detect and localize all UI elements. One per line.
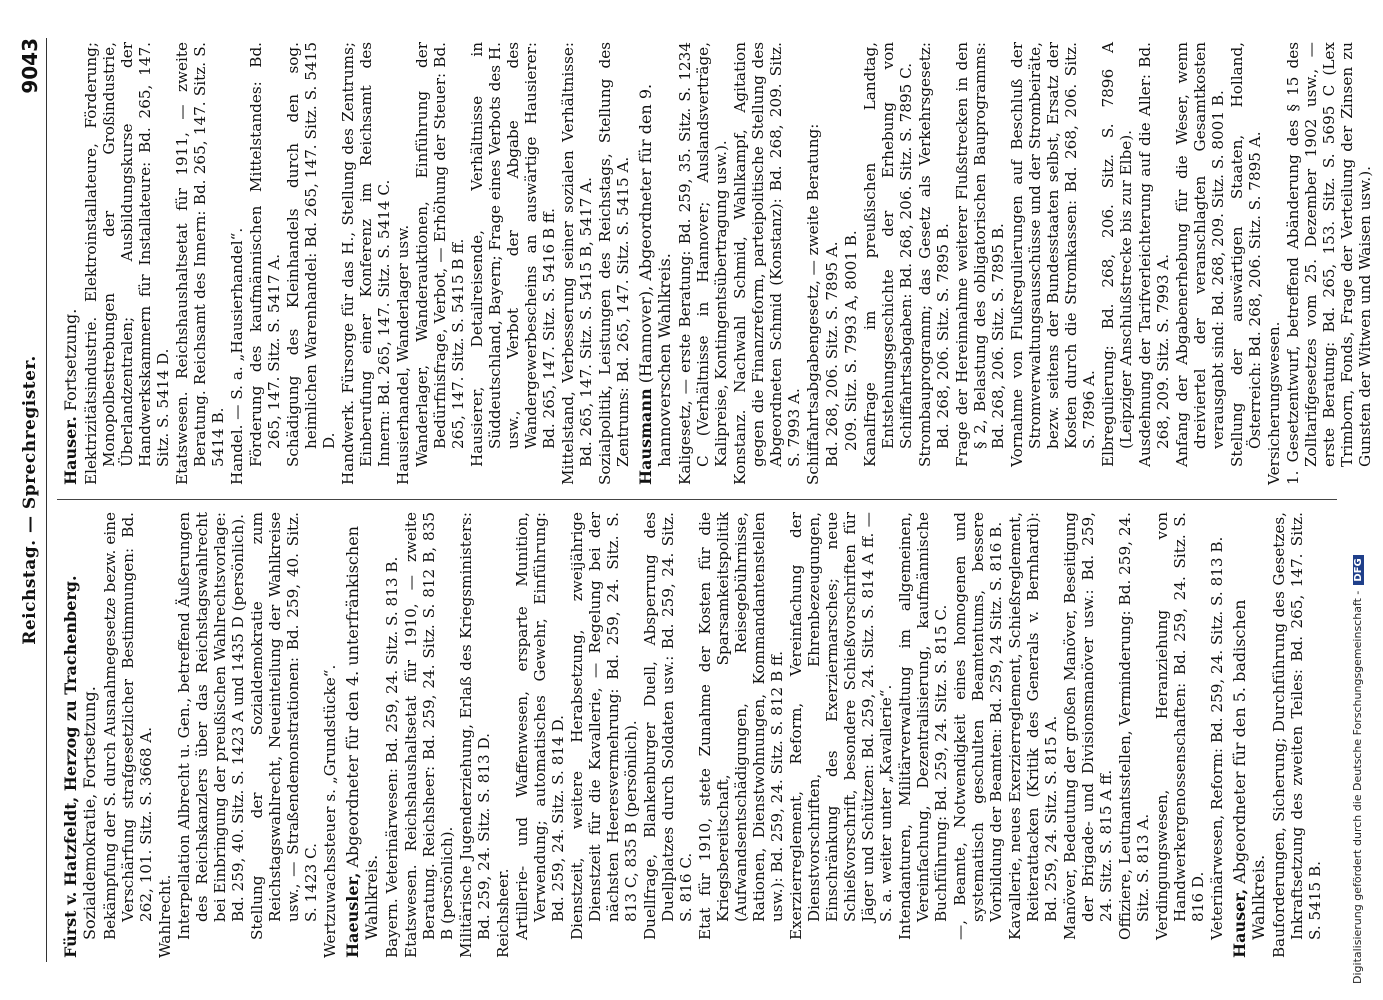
index-entry: Anfang der Abgabenerhebung für die Weser, wenn dreiviertel der veranschlagten Gesamtkosten verausgabt sind: Bd. 268, 209. Sitz. S. 8001 B.: [1173, 42, 1227, 467]
index-entry: Etat für 1910, stete Zunahme der Kosten für die Kriegsbereitschaft, Sparsamkeitspolitik (Aufwandsentschädigungen, Reisegebührnisse, Rationen, Dienstwohnungen, Kommandantenstellen usw.): Bd. 259, 24. Sitz. S. 812 B ff.: [696, 512, 786, 940]
index-entry: Hausierhandel, Wanderlager usw.: [394, 224, 412, 485]
index-entry: Handwerk. Fürsorge für das H., Stellung des Zentrums; Einberufung einer Konferenz im Reichsamt des Innern: Bd. 265, 147. Sitz. S. 5414 C.: [339, 42, 393, 485]
page-title: Reichstag. — Sprechregister.: [20, 355, 40, 645]
speaker-heading: [343, 512, 381, 958]
index-entry: Frage der Hereinnahme weiterer Flußstrecken in den § 2, Belastung des obligatorischen Bauprogramms: Bd. 268, 206. Sitz. S. 7895 B.: [953, 42, 1007, 467]
speaker-description: Abgeordneter für den 4. unterfränkischen Wahlkreis.: [343, 526, 381, 940]
index-entry: Ausdehnung der Tarifverleichterung auf die Aller: Bd. 268, 209. Sitz. S. 7993 A.: [1136, 42, 1172, 467]
index-entry: Förderung des kaufmännischen Mittelstandes: Bd. 265, 147. Sitz. S. 5417 A.: [247, 42, 283, 467]
index-entry: Verdingungswesen, Heranziehung von Handwerkergenossenschaften: Bd. 259, 24. Sitz. S. 816 D.: [1153, 512, 1207, 940]
index-entry: Elektrizitätsindustrie. Elektroinstallateure, Förderung; Monopolbestrebungen der Großindustrie, Überlandzentralen; Ausbildungskurse der Handwerkskammern für Installateure: Bd. 265, 147. Sitz. S. 5414 D.: [82, 42, 172, 485]
speaker-name: Hausmann: [636, 388, 655, 485]
index-entry: Schädigung des Kleinhandels durch den sog. heimlichen Warenhandel: Bd. 265, 147. Sitz. S. 5415 D.: [284, 42, 338, 467]
speaker-name: Haeusler,: [343, 872, 362, 958]
index-entry: Wahlrecht.: [156, 874, 174, 958]
digitization-text: Digitalisierung gefördert durch die Deutsche Forschungsgemeinschaft -: [1351, 590, 1364, 984]
speaker-description: Sozialdemokratie, Fortsetzung.: [80, 686, 99, 940]
index-entry: Offiziere, Leutnantsstellen, Verminderung: Bd. 259, 24. Sitz. S. 813 A.: [1116, 512, 1152, 940]
index-entry: Etatswesen. Reichshaushaltsetat für 1911, — zweite Beratung. Reichsamt des Innern: Bd. 265, 147. Sitz. S. 5414 B.: [173, 42, 227, 485]
index-entry: Interpellation Albrecht u. Gen., betreffend Äußerungen des Reichskanzlers über das Reichstagswahlrecht bei Einbringung der preußischen Wahlrechtsvorlage: Bd. 259, 40. Sitz. S. 1423 A und 1435 D (persönlich).: [175, 512, 247, 940]
speaker-name: Hauser,: [1230, 888, 1249, 958]
speaker-description: Abgeordneter für den 5. badischen Wahlkreis.: [1230, 599, 1268, 940]
speaker-heading: [61, 42, 80, 485]
index-entry: Manöver, Bedeutung der großen Manöver, Beseitigung der Brigade- und Divisionsmanöver usw.: Bd. 259, 24. Sitz. S. 815 A ff.: [1061, 512, 1115, 940]
index-entry: Sozialpolitik, Leistungen des Reichstags, Stellung des Zentrums: Bd. 265, 147. Sitz. S. 5415 A.: [596, 42, 632, 485]
index-entry: Bauforderungen, Sicherung; Durchführung des Gesetzes, Inkraftsetzung des zweiten Teiles: Bd. 265, 147. Sitz. S. 5415 B.: [1270, 512, 1324, 958]
index-entry: —, Beamte, Notwendigkeit eines homogenen und systematisch geschulten Beamtentums, bessere Vorbildung der Beamten: Bd. 259, 24 Sitz. S. 816 B.: [951, 512, 1005, 940]
left-column: [57, 500, 1337, 962]
index-entry: Dienstzeit, weitere Herabsetzung, zweijährige Dienstzeit für die Kavallerie, — Regelung bei der nächsten Heeresvermehrung: Bd. 259, 24. Sitz. S. 813 C, 835 B (persönlich).: [568, 512, 640, 940]
index-entry: Mittelstand, Verbesserung seiner sozialen Verhältnisse: Bd. 265, 147. Sitz. S. 5415 B, 5417 A.: [559, 42, 595, 485]
index-entry: Elbregulierung: Bd. 268, 206. Sitz. S. 7896 A (Leipziger Anschlußstrecke bis zur Elbe).: [1099, 42, 1135, 467]
running-head: [16, 38, 47, 962]
index-entry: Bekämpfung der S. durch Ausnahmegesetze bezw. eine Verschärfung strafgesetzlicher Bestimmungen: Bd. 262, 101. Sitz. S. 3668 A.: [101, 512, 155, 940]
index-entry: Bayern. Veterinärwesen: Bd. 259, 24. Sitz. S. 813 B.: [383, 556, 401, 958]
index-entry: Kaligesetz, — erste Beratung: Bd. 259, 35. Sitz. S. 1234 C (Verhältnisse in Hannover; Auslandsverträge, Kalipreise, Kontingentsübertragung usw.).: [676, 42, 730, 485]
speaker-heading: [636, 42, 674, 485]
index-entry: Stellung der Sozialdemokratie zum Reichstagswahlrecht, Neueinteilung der Wahlkreise usw., — Straßendemonstrationen: Bd. 259, 40. Sitz. S. 1423 C.: [248, 512, 320, 940]
index-entry: Reichsheer.: [494, 868, 512, 958]
index-entry: Duellfrage, Blankenburger Duell, Absperrung des Duellplatzes durch Soldaten usw.: Bd. 259, 24. Sitz. S. 816 C.: [641, 512, 695, 940]
index-entry: Stellung der auswärtigen Staaten, Holland, Österreich: Bd. 268, 206. Sitz. S. 7895 A.: [1228, 42, 1264, 467]
index-entry: 209. Sitz. S. 7993 A, 8001 B.: [842, 230, 860, 451]
speaker-heading: [61, 512, 99, 958]
index-entry: Strombauprogramm; das Gesetz als Verkehrsgesetz: Bd. 268, 206. Sitz. S. 7895 B.: [916, 42, 952, 467]
speaker-description: Fortsetzung.: [61, 308, 80, 417]
index-entry: Militärische Jugenderziehung, Erlaß des Kriegsministers: Bd. 259, 24. Sitz. S. 813 D.: [457, 512, 493, 958]
speaker-description: (Hannover), Abgeordneter für den 9. hannoverschen Wahlkreis.: [636, 83, 674, 467]
index-entry: Artillerie- und Waffenwesen, ersparte Munition, Verwendung; automatisches Gewehr, Einführung: Bd. 259, 24. Sitz. S. 814 D.: [513, 512, 567, 940]
index-entry: 1. Gesetzentwurf, betreffend Abänderung des § 15 des Zolltarifgesetzes vom 25. Dezember 1902 usw., — erste Beratung: Bd. 265, 153. Sitz. S. 5695 C (Lex Trimborn, Fonds, Frage der Verteilung der Zinsen zu Gunsten der Witwen und Waisen usw.).: [1284, 42, 1374, 485]
speaker-name: Hauser.: [61, 416, 80, 485]
index-entry: Vornahme von Flußregulierungen auf Beschluß der Stromverwaltungsausschüsse und der Strombeiräte, bezw. seitens der Bundesstaaten selbst, Ersatz der Kosten durch die Stromkassen: Bd. 268, 206. Sitz. S. 7896 A.: [1008, 42, 1098, 467]
index-entry: Kavallerie, neues Exerzierreglement, Schießreglement, Reiterattacken (Kritik des Generals v. Bernhardi): Bd. 259, 24. Sitz. S. 815 A.: [1006, 511, 1060, 940]
index-entry: Exerzierreglement, Reform, Vereinfachung der Dienstvorschriften, Ehrenbezeugungen, Einschränkung des Exerziermarsches; neue Schießvorschrift, besondere Schießvorschriften für Jäger und Schützen: Bd. 259, 24. Sitz. S. 814 A ff. — S. a. weiter unter „Kavallerie“.: [787, 512, 895, 940]
speaker-heading: [1230, 512, 1268, 958]
index-entry: Bd. 268, 206. Sitz. S. 7895 A.: [823, 241, 841, 467]
right-column: [57, 38, 1374, 500]
index-entry: Veterinärwesen, Reform: Bd. 259, 24. Sitz. S. 813 B.: [1208, 536, 1226, 940]
index-entry: Intendanturen, Militärverwaltung im allgemeinen, Vereinfachung, Dezentralisierung, kaufmännische Buchführung: Bd. 259, 24. Sitz. S. 815 C.: [896, 512, 950, 940]
index-entry: Wertzuwachssteuer s. „Grundstücke“.: [321, 664, 339, 958]
dfg-logo: DFG: [1353, 555, 1364, 584]
digitization-note: [1351, 14, 1377, 984]
index-entry: Schiffahrtsabgabengesetz, — zweite Beratung:: [804, 123, 822, 485]
index-entry: Handel. — S. a. „Hausierhandel“.: [228, 227, 246, 485]
index-entry: Kanalfrage im preußischen Landtag, Entstehungsgeschichte der Erhebung von Schiffahrtsabgaben: Bd. 268, 206. Sitz. S. 7895 C.: [861, 42, 915, 467]
index-entry: Hausierer, Detailreisende, Verhältnisse in Süddeutschland, Bayern; Frage eines Verbots des H. usw., Verbot der Abgabe des Wandergewerbescheins an auswärtige Hausierer: Bd. 265, 147. Sitz. S. 5416 B ff.: [468, 42, 558, 467]
page-number: 9043: [18, 38, 42, 94]
index-entry: Etatswesen. Reichshaushaltsetat für 1910, — zweite Beratung. Reichsheer: Bd. 259, 24. Sitz. S. 812 B, 835 B (persönlich).: [402, 512, 456, 958]
index-entry: Konstanz. Nachwahl Schmid, Wahlkampf, Agitation gegen die Finanzreform, parteipolitische Stellung des Abgeordneten Schmid (Konstanz): Bd. 268, 209. Sitz. S. 7993 A.: [731, 42, 803, 485]
index-entry: Wanderlager, Wanderauktionen, Einführung der Bedürfnisfrage, Verbot, — Erhöhung der Steuer: Bd. 265, 147. Sitz. S. 5415 B ff.: [413, 42, 467, 467]
speaker-name: Fürst v. Hatzfeldt, Herzog zu Trachenberg.: [61, 575, 80, 958]
index-entry: Versicherungswesen.: [1265, 321, 1283, 485]
